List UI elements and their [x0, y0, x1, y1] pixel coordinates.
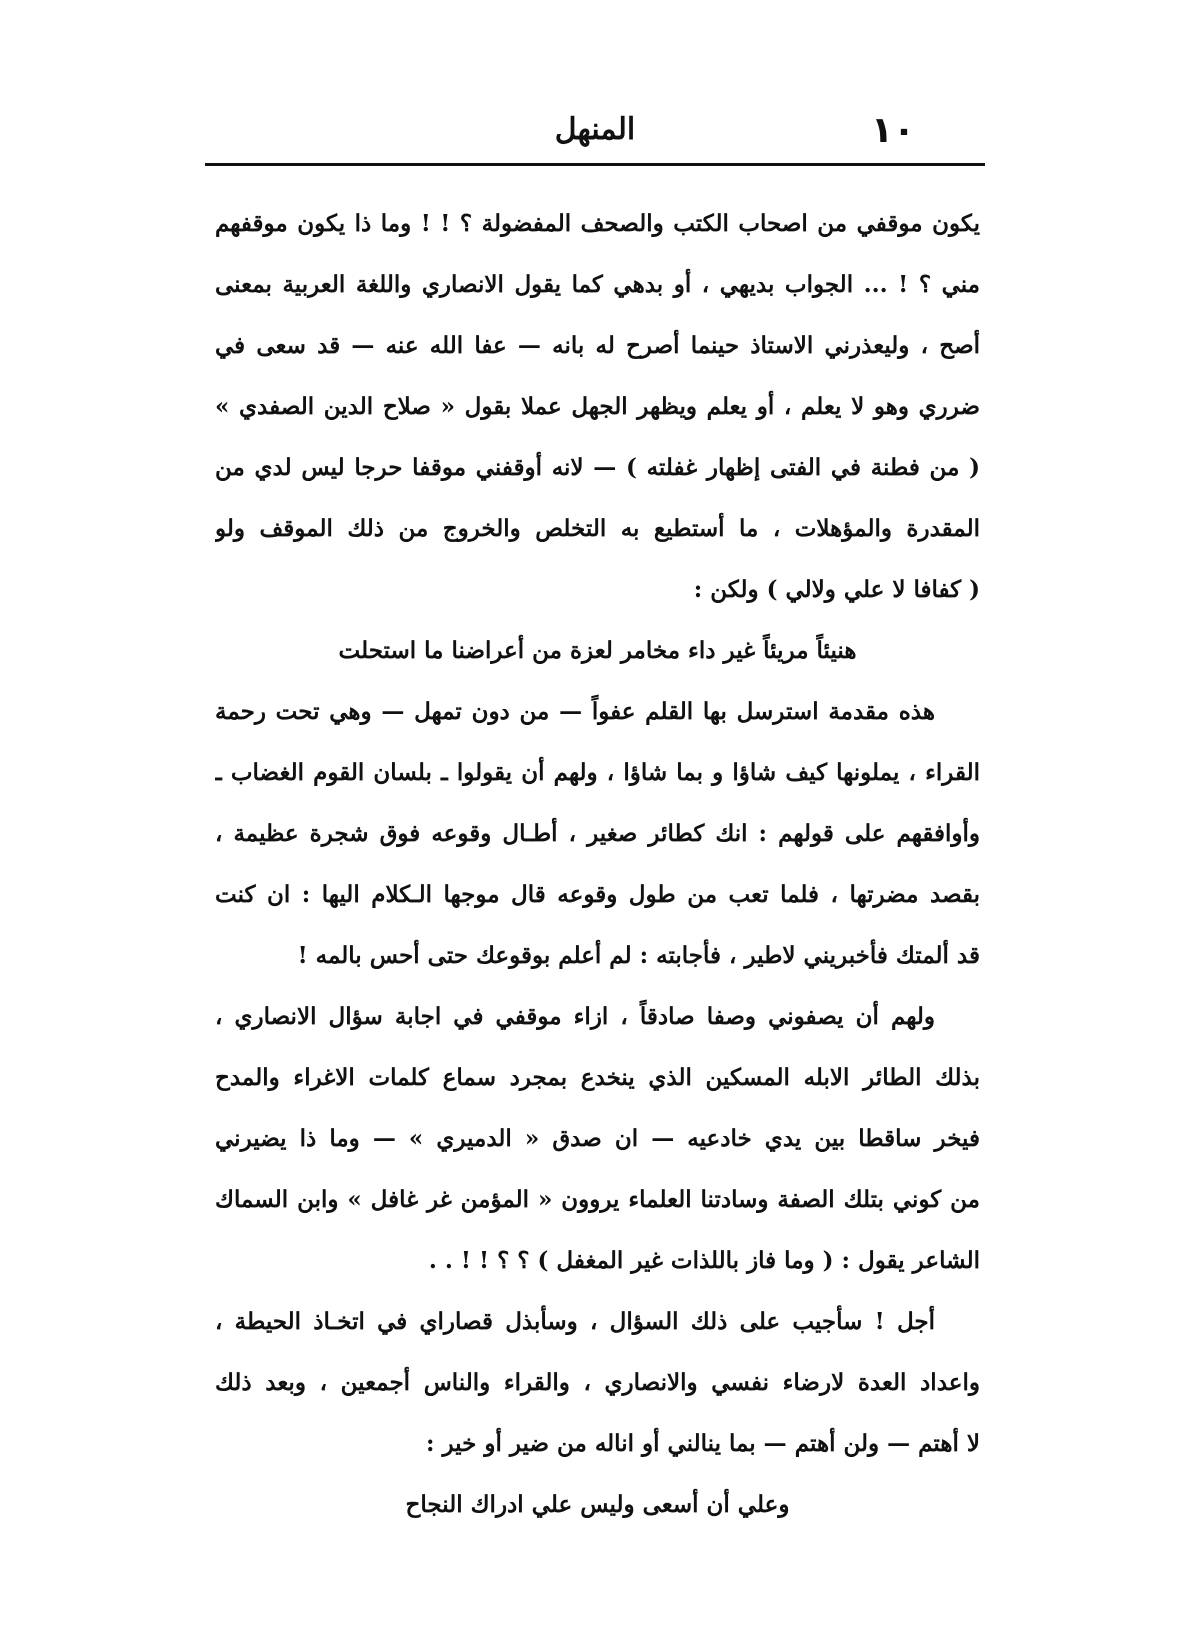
text-line: يكون موقفي من اصحاب الكتب والصحف المفضولة ؟ ! ! وما ذا يكون موقفهم — [215, 210, 980, 237]
body-text — [215, 193, 980, 1535]
page-number: ١٠ — [871, 110, 915, 151]
text-line: أصح ، وليعذرني الاستاذ حينما أصرح له بانه — عفا الله عنه — قد سعى في — [215, 332, 980, 359]
page-header — [205, 100, 985, 160]
text-line: ولهم أن يصفوني وصفا صادقاً ، ازاء موقفي في اجابة سؤال الانصاري ، — [215, 1003, 935, 1030]
text-line: الشاعر يقول : ( وما فاز باللذات غير المغفل ) ؟ ؟ ! ! . . — [428, 1247, 980, 1274]
text-line: القراء ، يملونها كيف شاؤا و بما شاؤا ، ولهم أن يقولوا ـ بلسان القوم الغضاب ـ — [215, 759, 980, 786]
text-line: لا أهتم — ولن أهتم — بما ينالني أو اناله من ضير أو خير : — [425, 1430, 980, 1457]
text-line: ( كفافا لا علي ولالي ) ولكن : — [693, 576, 980, 603]
text-line: من كوني بتلك الصفة وسادتنا العلماء يروون « المؤمن غر غافل » وابن السماك — [215, 1186, 980, 1213]
verse-line: وعلي أن أسعى وليس علي ادراك النجاح — [405, 1491, 790, 1518]
text-line: واعداد العدة لارضاء نفسي والانصاري ، والقراء والناس أجمعين ، وبعد ذلك — [215, 1369, 980, 1396]
running-title: المنهل — [554, 112, 636, 147]
text-line: ( من فطنة في الفتى إظهار غفلته ) — لانه أوقفني موقفا حرجا ليس لدي من — [215, 454, 980, 481]
header-divider — [205, 163, 985, 166]
text-line: المقدرة والمؤهلات ، ما أستطيع به التخلص والخروج من ذلك الموقف ولو — [215, 515, 980, 542]
text-line: هذه مقدمة استرسل بها القلم عفواً — من دون تمهل — وهي تحت رحمة — [215, 698, 935, 725]
text-line: مني ؟ ! ... الجواب بديهي ، أو بدهي كما يقول الانصاري واللغة العربية بمعنى — [215, 271, 980, 298]
verse-line: هنيئاً مريئاً غير داء مخامر لعزة من أعراضنا ما استحلت — [338, 637, 857, 664]
text-line: وأوافقهم على قولهم : انك كطائر صغير ، أطـال وقوعه فوق شجرة عظيمة ، — [215, 820, 980, 847]
text-line: ضرري وهو لا يعلم ، أو يعلم ويظهر الجهل عملا بقول « صلاح الدين الصفدي » — [215, 393, 980, 420]
text-line: فيخر ساقطا بين يدي خادعيه — ان صدق « الدميري » — وما ذا يضيرني — [215, 1125, 980, 1152]
text-line: بذلك الطائر الابله المسكين الذي ينخدع بمجرد سماع كلمات الاغراء والمدح — [215, 1064, 980, 1091]
text-line: قد ألمتك فأخبريني لاطير ، فأجابته : لم أعلم بوقوعك حتى أحس بالمه ! — [297, 942, 980, 969]
text-line: بقصد مضرتها ، فلما تعب من طول وقوعه قال موجها الـكلام اليها : ان كنت — [215, 881, 980, 908]
text-line: أجل ! سأجيب على ذلك السؤال ، وسأبذل قصاراي في اتخـاذ الحيطة ، — [215, 1308, 935, 1335]
